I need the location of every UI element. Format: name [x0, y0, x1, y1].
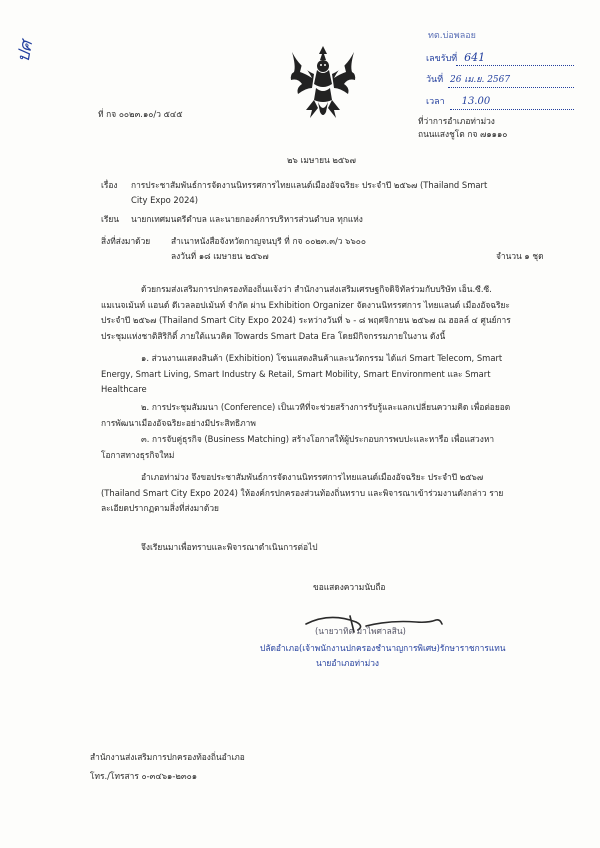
body-item-3: ๓. การจับคู่ธุรกิจ (Business Matching) สร้างโอกาสให้ผู้ประกอบการพบปะและหารือ เพื่อแสวงหาโอกาสทางธุรกิจใหม่	[101, 434, 495, 460]
stamp-recv-label: เลขรับที่	[426, 54, 458, 64]
enclosure-line-2: ลงวันที่ ๑๘ เมษายน ๒๕๖๗	[171, 251, 269, 261]
to-text: นายกเทศมนตรีตำบล และนายกองค์การบริหารส่วนตำบล ทุกแห่ง	[131, 214, 363, 224]
document-number: ที่ กจ ๐๐๒๓.๑๐/ว ๕๔๕	[98, 109, 183, 119]
subject-line-2: City Expo 2024)	[131, 195, 199, 205]
enclosure-count: จำนวน ๑ ชุด	[496, 251, 544, 261]
office-name: ที่ว่าการอำเภอท่าม่วง	[418, 116, 495, 126]
signatory-name: (นายวาทิต มาไพศาลสิน)	[315, 626, 406, 636]
stamp-date-row	[426, 74, 510, 86]
office-address: ถนนแสงชูโต กจ ๗๑๑๑๐	[418, 129, 508, 139]
body-item-1: ๑. ส่วนงานแสดงสินค้า (Exhibition) โซนแสดงสินค้าและนวัตกรรม ได้แก่ Smart Telecom, Smart Energy, Smart Living, Smart Industry & Retail, Smart Mobility, Smart Environment และ Smart Healthcare	[101, 353, 503, 394]
body-item-2: ๒. การประชุมสัมมนา (Conference) เป็นเวทีที่จะช่วยสร้างการรับรู้และแลกเปลี่ยนความคิด เพื่อต่อยอดการพัฒนาเมืองอัจฉริยะอย่างมีประสิทธิภาพ	[101, 402, 511, 428]
stamp-time-row	[426, 96, 490, 108]
stamp-recv-row	[426, 52, 485, 65]
signatory-title-2: นายอำเภอท่าม่วง	[316, 658, 380, 668]
body-paragraph-1: ด้วยกรมส่งเสริมการปกครองท้องถิ่นแจ้งว่า สำนักงานส่งเสริมเศรษฐกิจดิจิทัลร่วมกับบริษัท เอ็น.ซี.ซี. แมเนจเม้นท์ แอนด์ ดีเวลลอปเม้นท์ จำกัด ผ่าน Exhibition Organizer จัดงานนิทรรศการ ไทยแลนด์ เมืองอัจฉริยะ ประจำปี ๒๕๖๗ (Thailand Smart City Expo 2024) ระหว่างวันที่ ๖ - ๘ พฤศจิกายน ๒๕๖๗ ณ ฮอลล์ ๔ ศูนย์การประชุมแห่งชาติสิริกิติ์ ภายใต้แนวคิด Towards Smart Data Era โดยมีกิจกรรมภายในงาน ดังนี้	[101, 284, 511, 341]
body-paragraph-2: อำเภอท่าม่วง จึงขอประชาสัมพันธ์การจัดงานนิทรรศการไทยแลนด์เมืองอัจฉริยะ ประจำปี ๒๕๖๗ (Thailand Smart City Expo 2024) ให้องค์กรปกครองส่วนท้องถิ่นทราบ และพิจารณาเข้าร่วมงานดังกล่าว รายละเอียดปรากฏตามสิ่งที่ส่งมาด้วย	[101, 472, 504, 513]
stamp-time: 13.00	[461, 96, 491, 107]
stamp-time-label: เวลา	[426, 97, 445, 107]
stamp-date-label: วันที่	[426, 75, 444, 85]
garuda-emblem-icon	[288, 44, 358, 120]
closing-line: จึงเรียนมาเพื่อทราบและพิจารณาดำเนินการต่อไป	[141, 542, 318, 552]
stamp-recv-no: 641	[464, 51, 486, 64]
letter-date: ๒๖ เมษายน ๒๕๖๗	[287, 155, 356, 165]
enclosure-label: สิ่งที่ส่งมาด้วย	[101, 236, 151, 246]
footer-phone: โทร./โทรสาร ๐-๓๔๖๑-๒๓๐๑	[90, 771, 198, 781]
subject-label: เรื่อง	[101, 180, 118, 190]
enclosure-line-1: สำเนาหนังสือจังหวัดกาญจนบุรี ที่ กจ ๐๐๒๓.๓/ว ๖๖๐๐	[171, 236, 366, 246]
footer-unit: สำนักงานส่งเสริมการปกครองท้องถิ่นอำเภอ	[90, 752, 245, 762]
margin-note: ปศ	[13, 39, 38, 64]
stamp-date: 26 เม.ย. 2567	[450, 75, 511, 85]
subject-line-1: การประชาสัมพันธ์การจัดงานนิทรรศการไทยแลนด์เมืองอัจฉริยะ ประจำปี ๒๕๖๗ (Thailand Smart	[131, 180, 488, 190]
receipt-stamp	[426, 30, 576, 114]
to-label: เรียน	[101, 214, 119, 224]
signatory-title: ปลัดอำเภอ(เจ้าพนักงานปกครองชำนาญการพิเศษ)รักษาราชการแทน	[260, 643, 506, 653]
stamp-org: ทต.บ่อพลอย	[428, 31, 476, 41]
regards-text: ขอแสดงความนับถือ	[313, 582, 386, 592]
